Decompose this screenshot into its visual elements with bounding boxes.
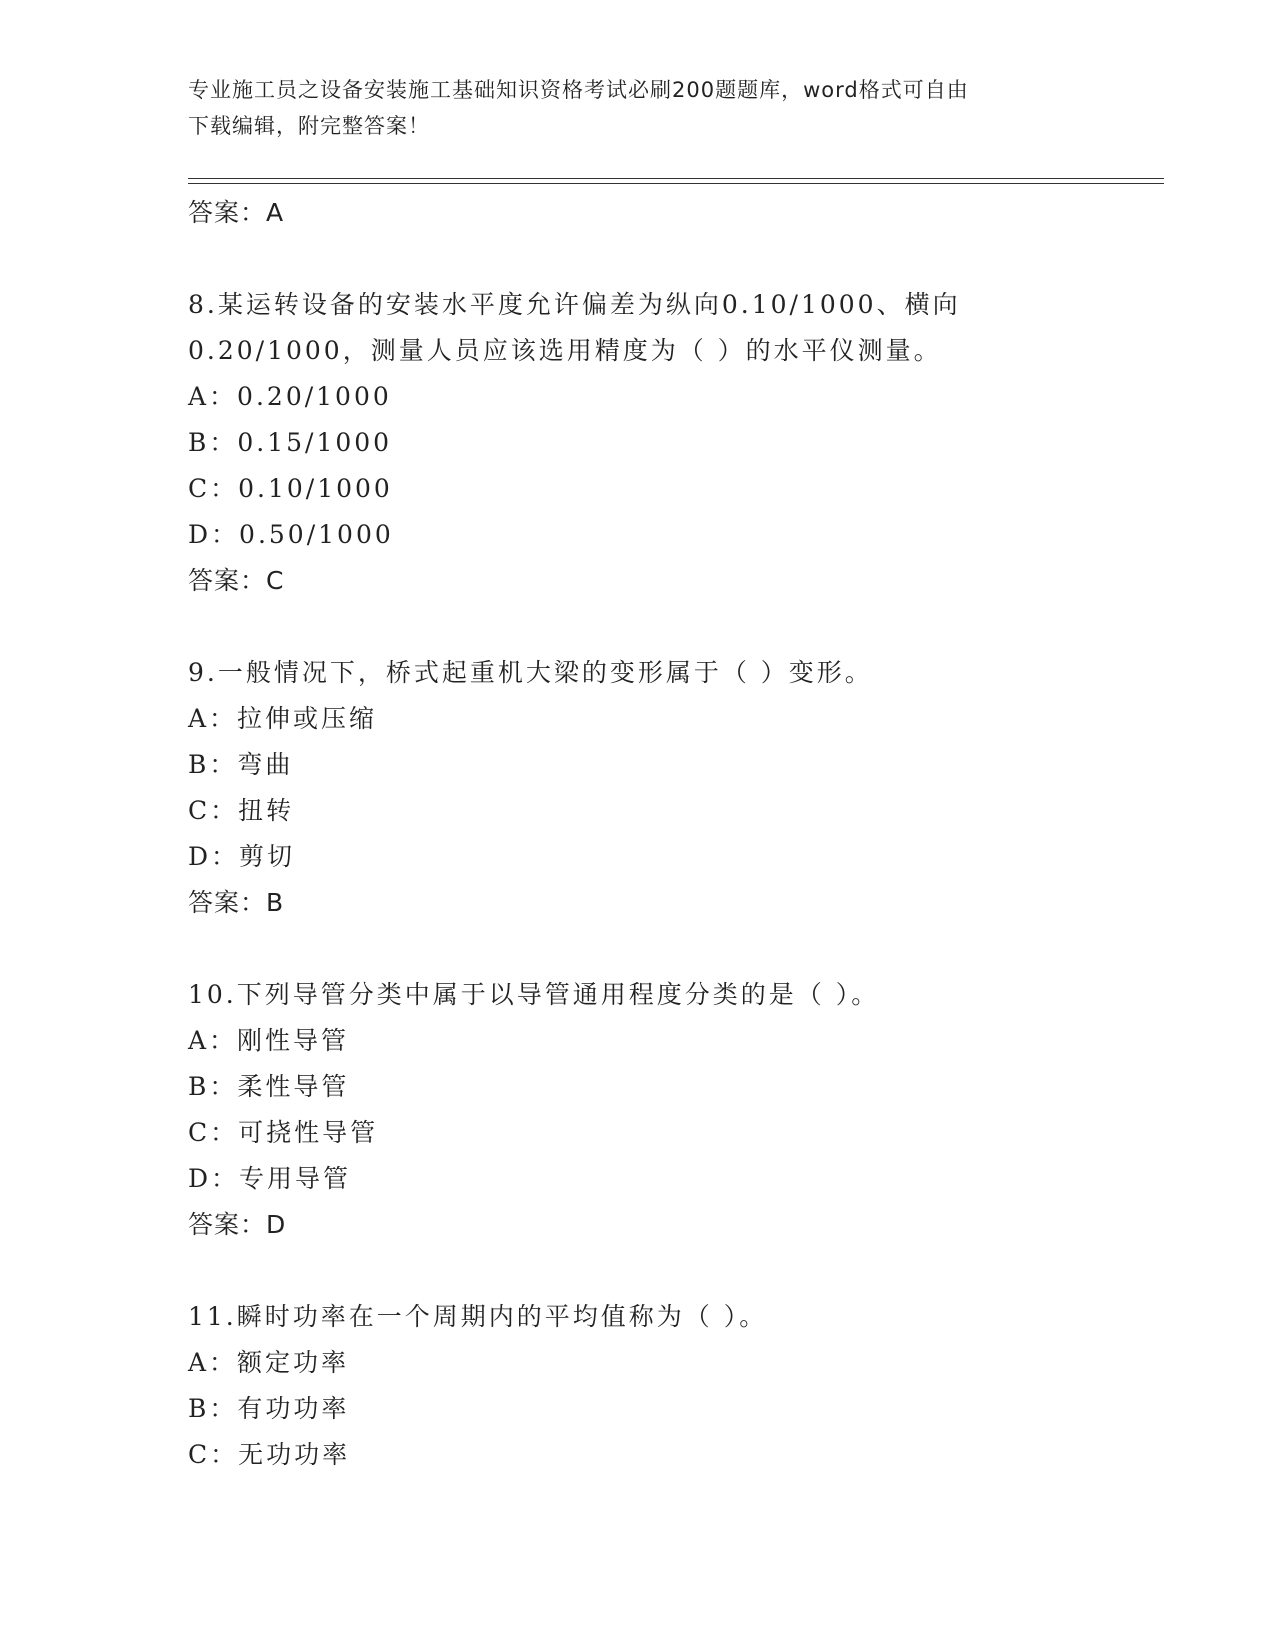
header-line-1: 专业施工员之设备安装施工基础知识资格考试必刷200题题库，word格式可自由 <box>188 78 969 102</box>
document-header <box>188 72 1088 144</box>
option-b: B：0.15/1000 <box>188 428 393 457</box>
option-d: D：剪切 <box>188 842 296 871</box>
option-a: A：拉伸或压缩 <box>188 704 378 733</box>
question-9 <box>188 650 1148 926</box>
header-divider-bottom <box>188 183 1164 184</box>
option-a: A：额定功率 <box>188 1348 350 1377</box>
answer: 答案：B <box>188 888 285 917</box>
question-list <box>188 190 1148 1478</box>
option-b: B：弯曲 <box>188 750 294 779</box>
spacer <box>188 236 1148 282</box>
answer: 答案：D <box>188 1210 287 1239</box>
question-stem-line: 10.下列导管分类中属于以导管通用程度分类的是（ ）。 <box>188 980 880 1009</box>
question-8 <box>188 282 1148 604</box>
question-stem-line: 9.一般情况下，桥式起重机大梁的变形属于（ ）变形。 <box>188 658 873 687</box>
answer: 答案：C <box>188 566 285 595</box>
option-d: D：0.50/1000 <box>188 520 394 549</box>
spacer <box>188 604 1148 650</box>
option-d: D：专用导管 <box>188 1164 352 1193</box>
question-11 <box>188 1294 1148 1478</box>
header-line-2: 下载编辑，附完整答案！ <box>188 114 430 138</box>
option-a: A：0.20/1000 <box>188 382 392 411</box>
option-c: C：可挠性导管 <box>188 1118 379 1147</box>
option-b: B：有功功率 <box>188 1394 350 1423</box>
option-a: A：刚性导管 <box>188 1026 350 1055</box>
previous-answer: 答案：A <box>188 198 285 227</box>
option-b: B：柔性导管 <box>188 1072 350 1101</box>
spacer <box>188 1248 1148 1294</box>
question-stem-line: 11.瞬时功率在一个周期内的平均值称为（ ）。 <box>188 1302 768 1331</box>
option-c: C：0.10/1000 <box>188 474 393 503</box>
header-divider-top <box>188 178 1164 179</box>
question-10 <box>188 972 1148 1248</box>
question-stem-line: 8.某运转设备的安装水平度允许偏差为纵向0.10/1000、横向 <box>188 290 961 319</box>
spacer <box>188 926 1148 972</box>
option-c: C：无功功率 <box>188 1440 351 1469</box>
option-c: C：扭转 <box>188 796 295 825</box>
question-stem-line: 0.20/1000，测量人员应该选用精度为（ ）的水平仪测量。 <box>188 336 942 365</box>
